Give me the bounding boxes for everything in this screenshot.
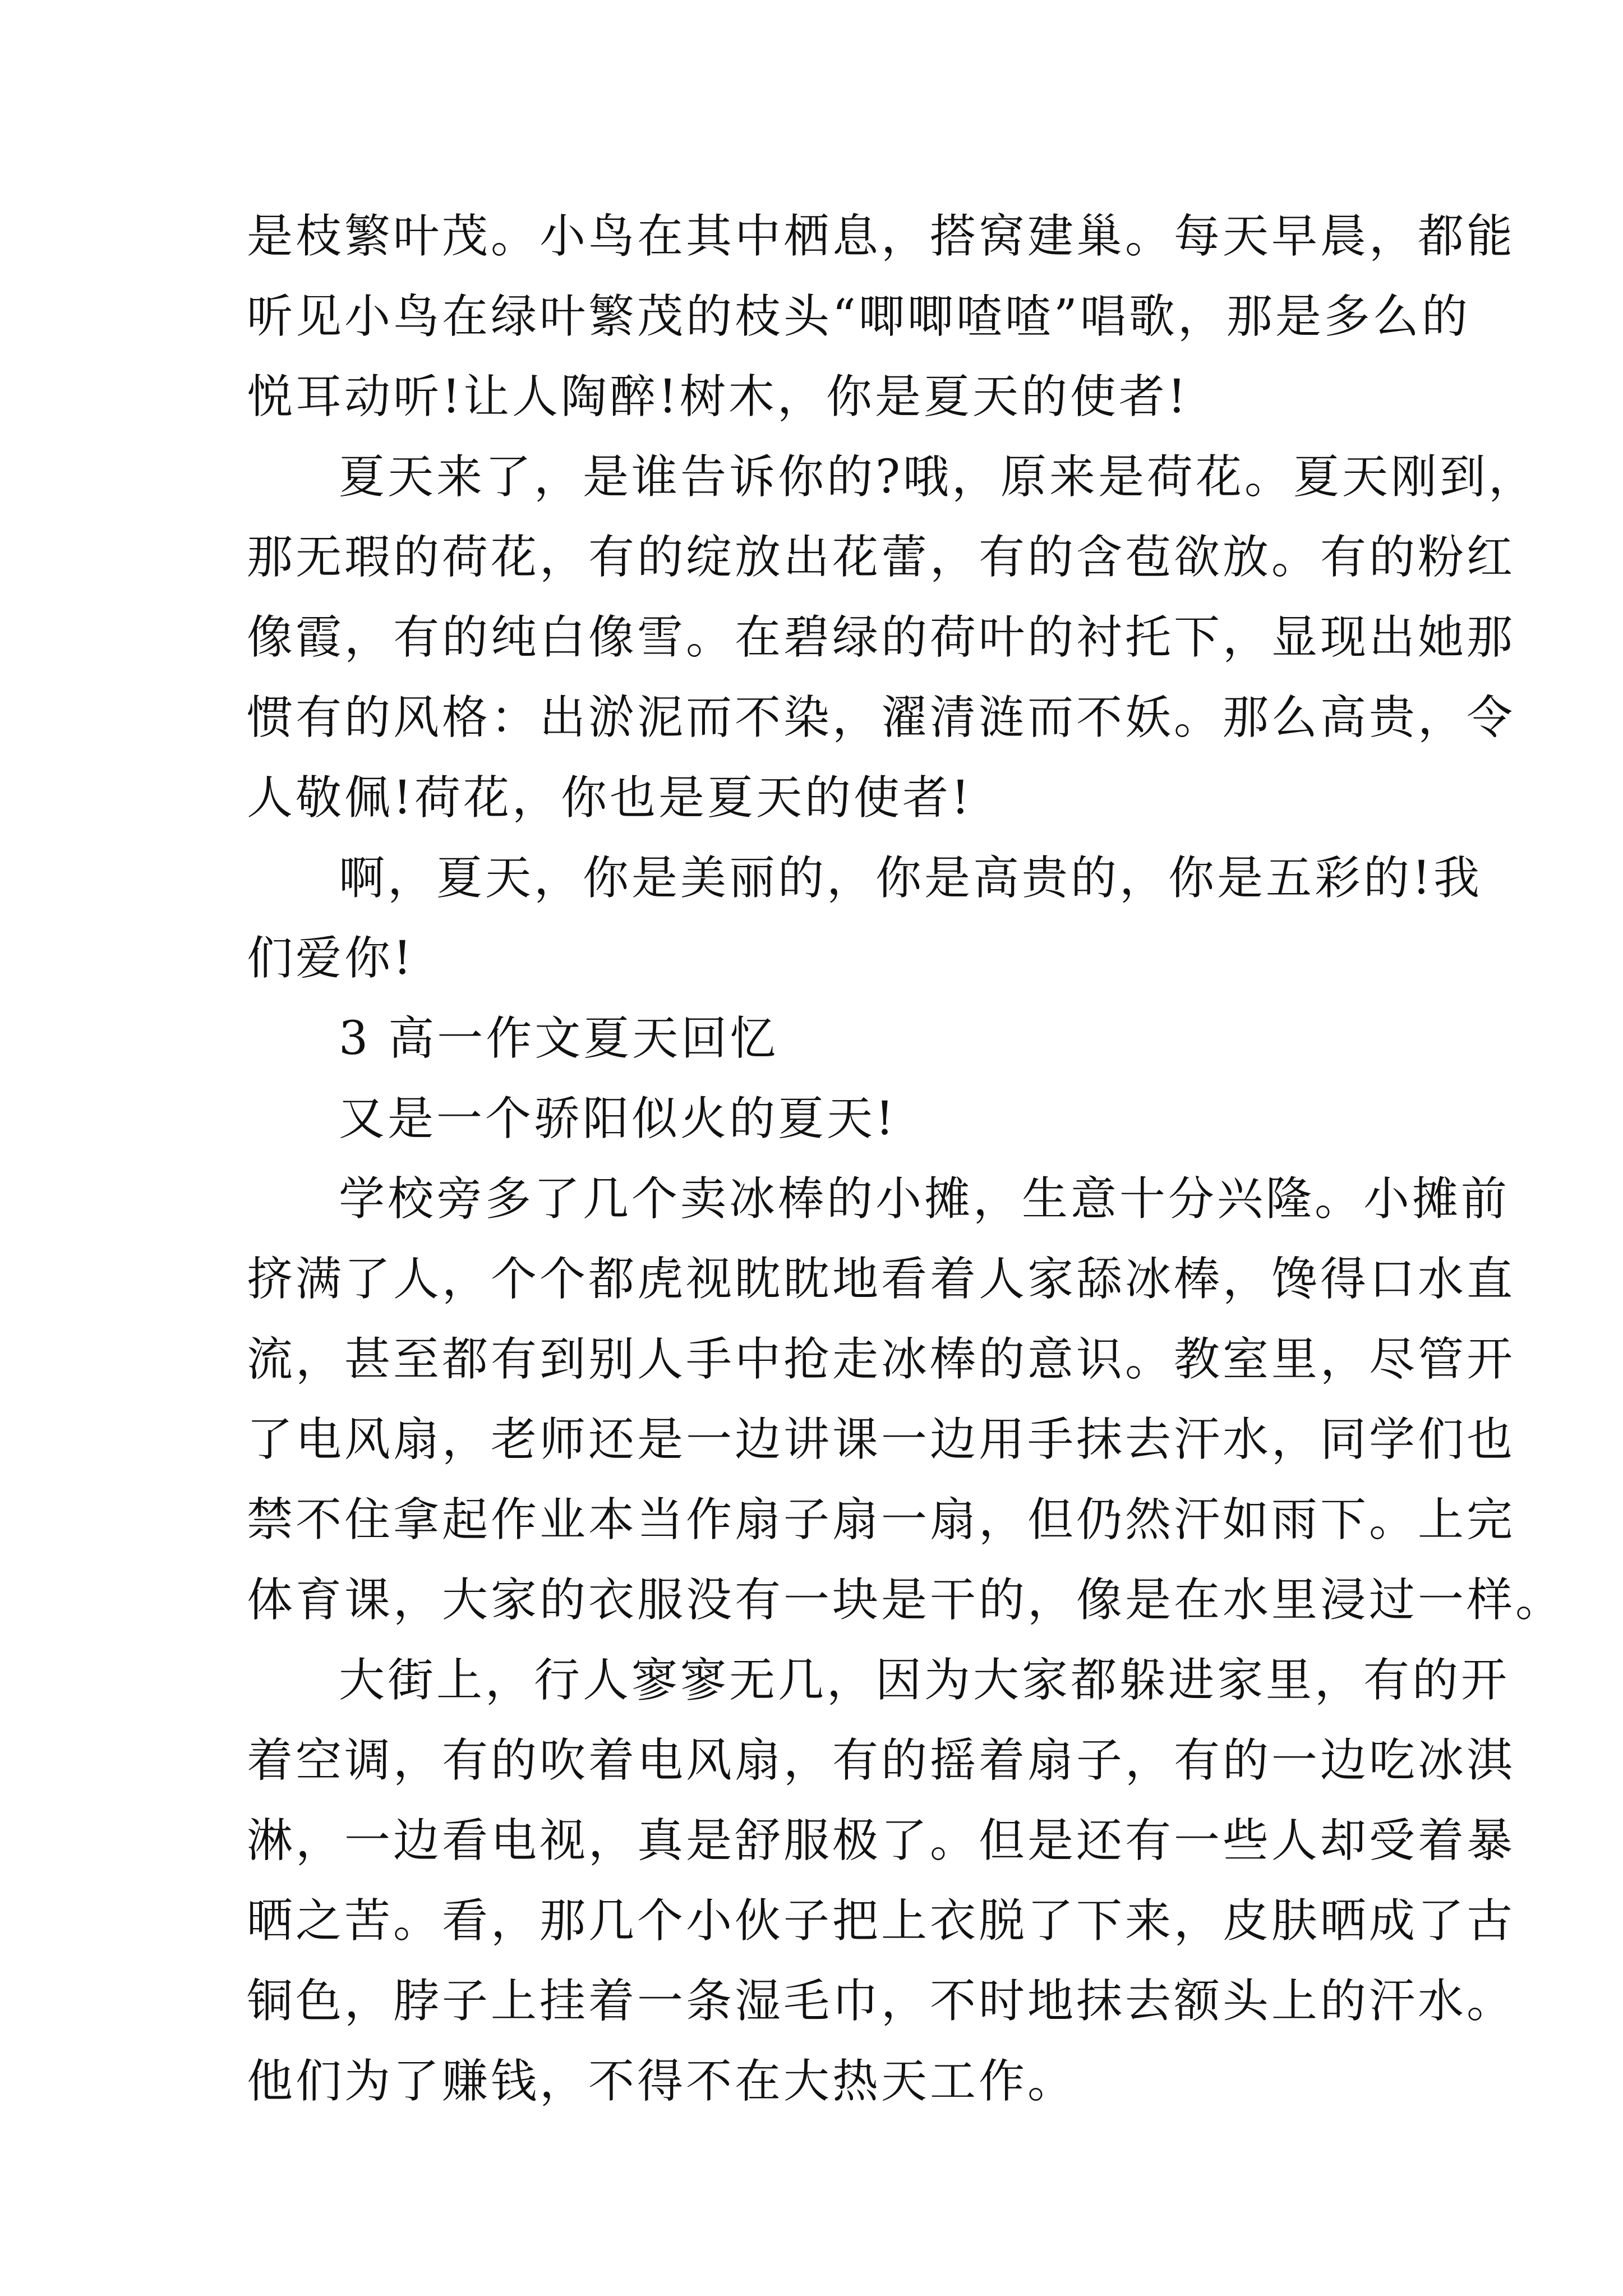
text-line: 了电风扇，老师还是一边讲课一边用手抹去汗水，同学们也 [247,1413,1516,1466]
document-body [247,196,1565,2122]
paragraph-start-line: 夏天来了，是谁告诉你的?哦，原来是荷花。夏天刚到， [339,450,1537,504]
text-line: 们爱你! [247,932,414,985]
text-line: 晒之苦。看，那几个小伙子把上衣脱了下来，皮肤晒成了古 [247,1894,1516,1948]
text-line: 着空调，有的吹着电风扇，有的摇着扇子，有的一边吃冰淇 [247,1734,1516,1787]
text-line: 流，甚至都有到别人手中抢走冰棒的意识。教室里，尽管开 [247,1333,1516,1386]
text-line: 他们为了赚钱，不得不在大热天工作。 [247,2055,1077,2108]
text-line: 惯有的风格：出淤泥而不染，濯清涟而不妖。那么高贵，令 [247,691,1516,744]
section-heading: 3 高一作文夏天回忆 [339,1012,779,1065]
text-line: 铜色，脖子上挂着一条湿毛巾，不时地抹去额头上的汗水。 [247,1975,1516,2028]
text-line: 淋，一边看电视，真是舒服极了。但是还有一些人却受着暴 [247,1814,1516,1867]
text-line: 听见小鸟在绿叶繁茂的枝头“唧唧喳喳”唱歌，那是多么的 [247,290,1470,343]
text-line: 体育课，大家的衣服没有一块是干的，像是在水里浸过一样。 [247,1573,1565,1627]
text-line: 那无瑕的荷花，有的绽放出花蕾，有的含苞欲放。有的粉红 [247,531,1516,584]
text-line: 像霞，有的纯白像雪。在碧绿的荷叶的衬托下，显现出她那 [247,611,1516,664]
paragraph-start-line: 又是一个骄阳似火的夏天! [339,1092,897,1145]
paragraph-start-line: 啊，夏天，你是美丽的，你是高贵的，你是五彩的!我 [339,852,1482,905]
text-line: 悦耳动听!让人陶醉!树木，你是夏天的使者! [247,370,1189,424]
paragraph-start-line: 大街上，行人寥寥无几，因为大家都躲进家里，有的开 [339,1654,1510,1707]
text-line: 禁不住拿起作业本当作扇子扇一扇，但仍然汗如雨下。上完 [247,1493,1516,1547]
text-line: 挤满了人，个个都虎视眈眈地看着人家舔冰棒，馋得口水直 [247,1253,1516,1306]
paragraph-start-line: 学校旁多了几个卖冰棒的小摊，生意十分兴隆。小摊前 [339,1172,1510,1226]
text-line: 是枝繁叶茂。小鸟在其中栖息，搭窝建巢。每天早晨，都能 [247,210,1516,263]
text-line: 人敬佩!荷花，你也是夏天的使者! [247,771,972,825]
